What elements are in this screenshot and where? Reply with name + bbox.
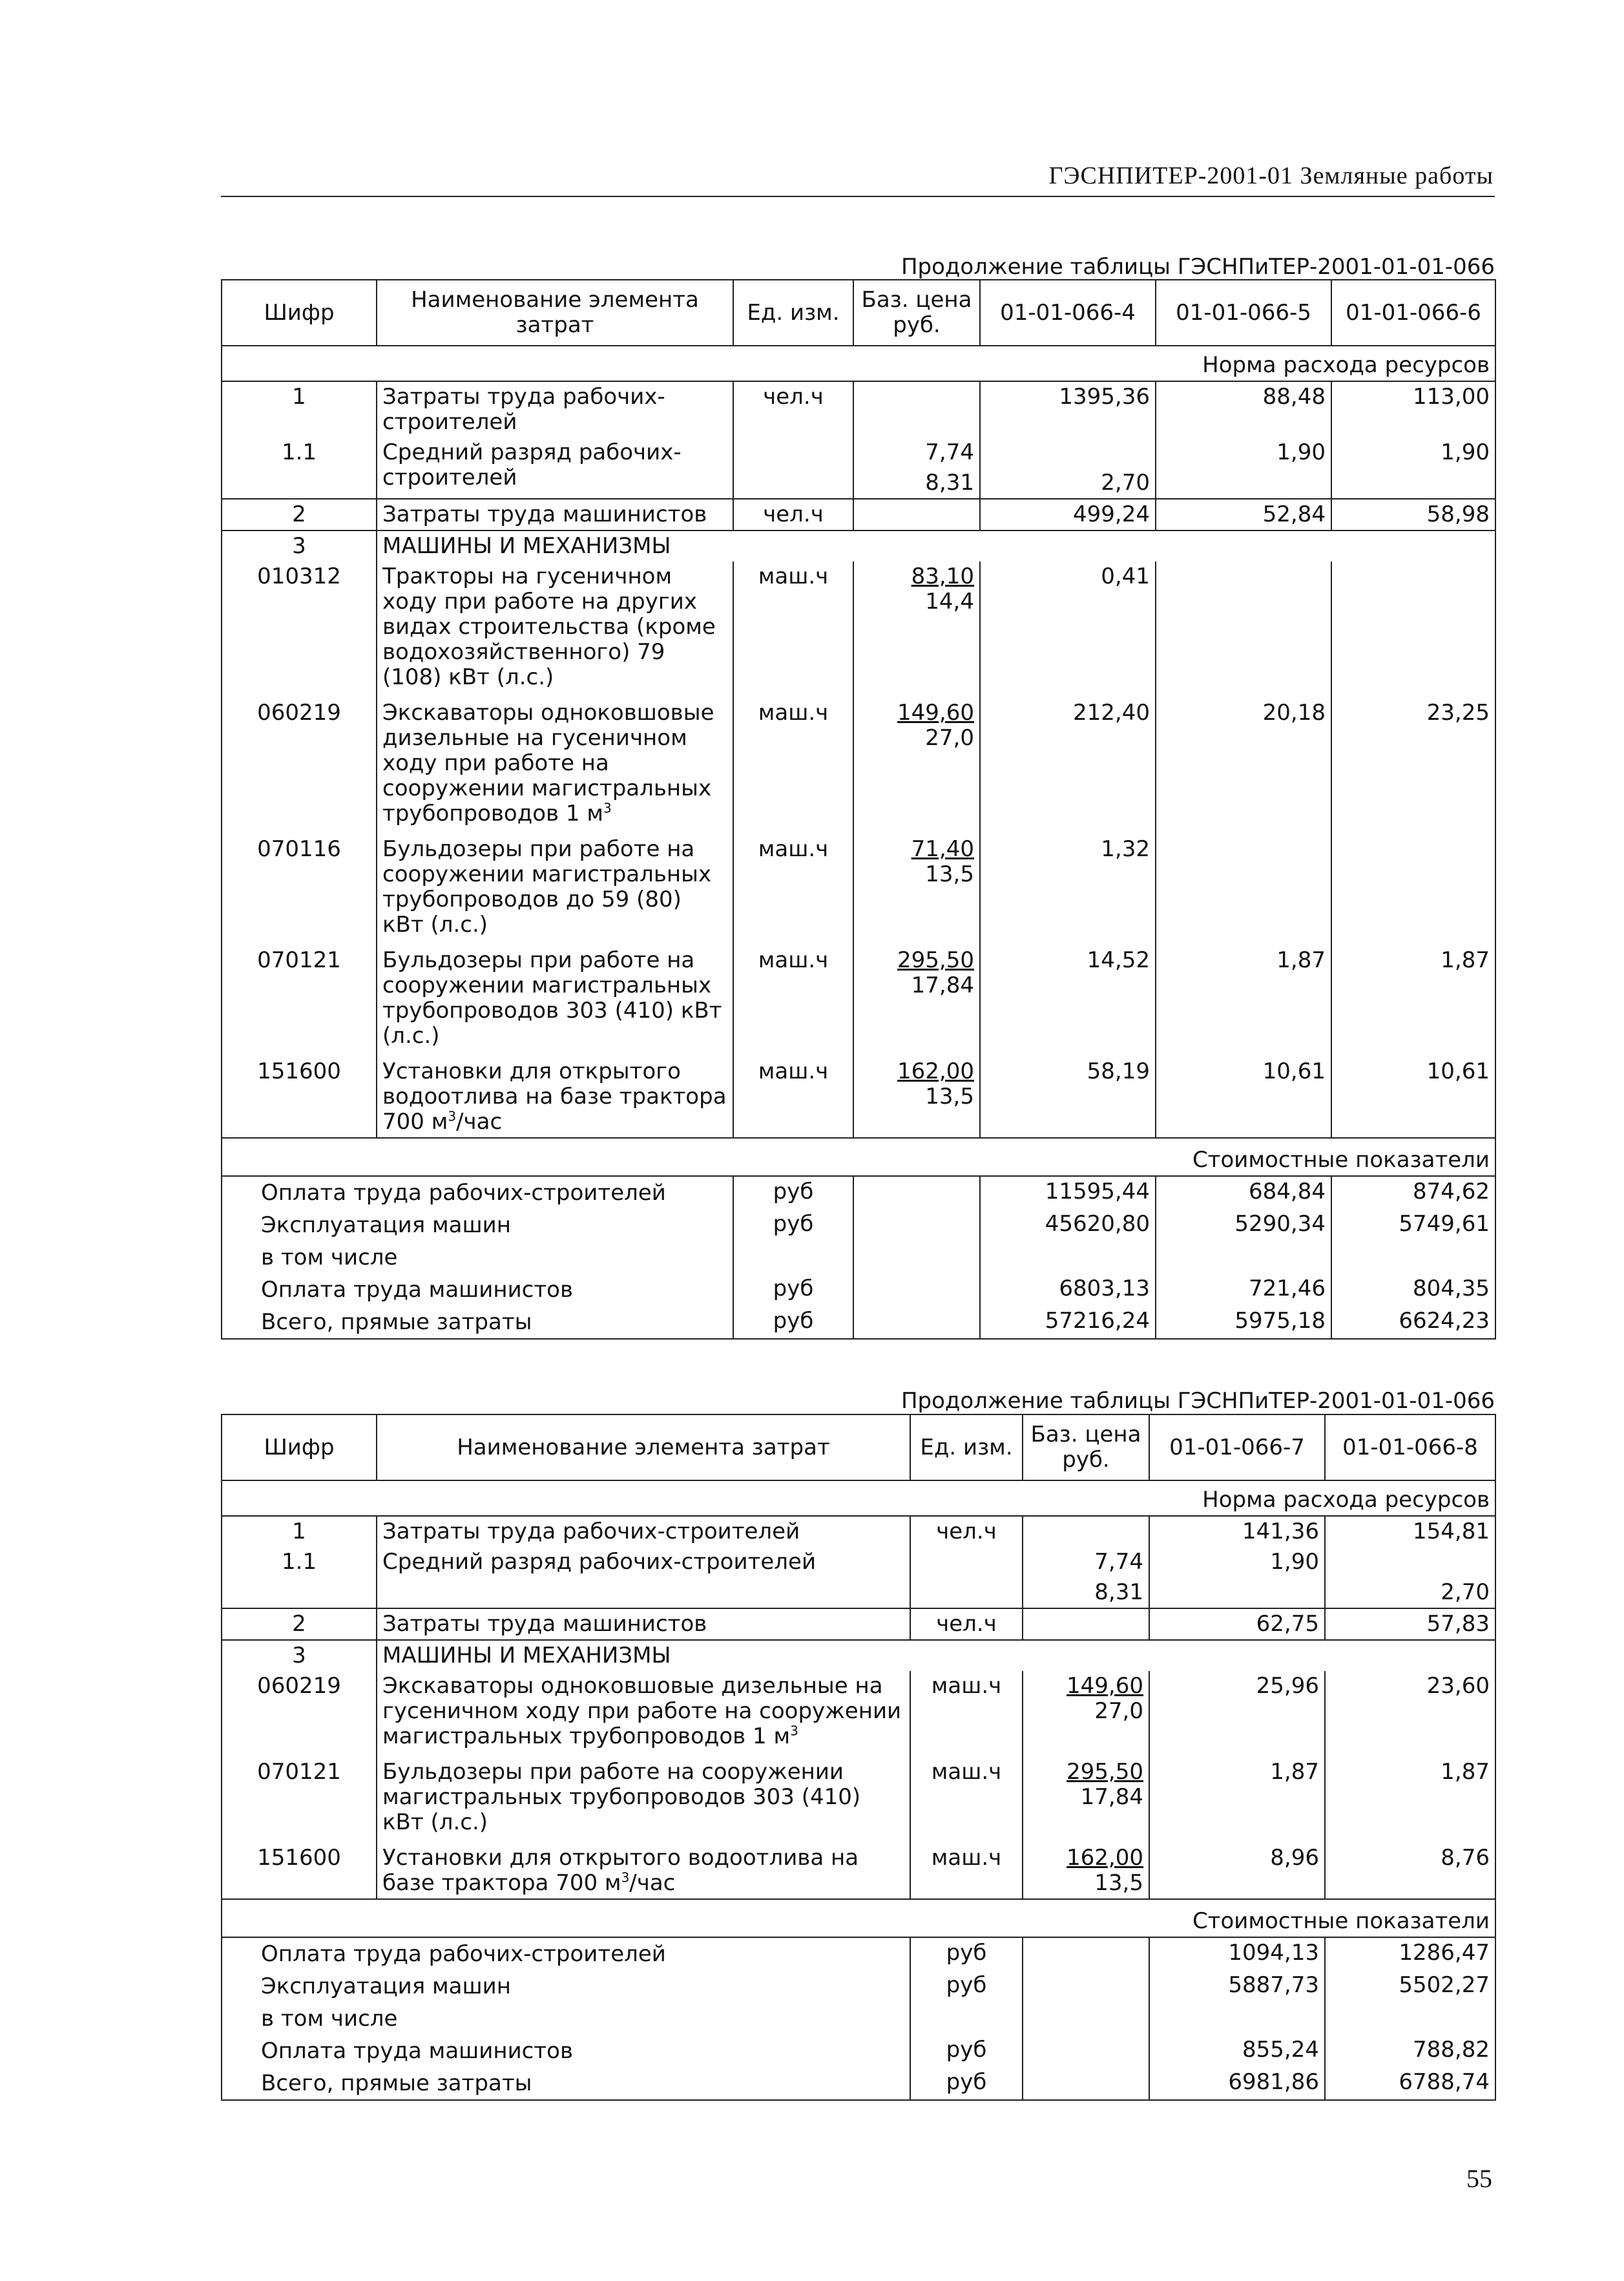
row-value-066-4: 1,32 xyxy=(980,834,1156,945)
row-value-066-6: 1,87 xyxy=(1331,945,1495,1056)
price-value: 149,60 xyxy=(897,700,974,726)
table-row xyxy=(222,1843,1495,1899)
cost-unit: руб xyxy=(910,1970,1023,2002)
table-row xyxy=(222,1056,1495,1138)
cost-row xyxy=(222,1306,1495,1339)
row-code: 2 xyxy=(222,499,377,531)
row-value-066-5: 88,48 xyxy=(1156,381,1331,437)
cost-unit: руб xyxy=(733,1176,853,1209)
cost-unit: руб xyxy=(910,2067,1023,2100)
row-price xyxy=(853,437,980,499)
cost-name: в том числе xyxy=(222,1241,733,1274)
running-header: ГЭСНПИТЕР-2001-01 Земляные работы xyxy=(1048,162,1494,189)
cost-value-066-5: 5975,18 xyxy=(1156,1306,1331,1339)
price-value: 17,84 xyxy=(911,972,974,998)
table1 xyxy=(221,279,1496,1340)
cost-row xyxy=(222,1209,1495,1241)
row-unit: чел.ч xyxy=(910,1608,1023,1640)
row-value-066-8: 154,81 xyxy=(1325,1516,1495,1547)
cost-row xyxy=(222,2002,1495,2035)
cost-price xyxy=(853,1306,980,1339)
row-value-066-6: 58,98 xyxy=(1331,499,1495,531)
table1-head-row xyxy=(222,280,1495,346)
row-price xyxy=(853,562,980,698)
price-value: 83,10 xyxy=(911,563,974,589)
row-code: 010312 xyxy=(222,562,377,698)
row-unit: маш.ч xyxy=(910,1843,1023,1899)
row-value-066-7: 1,90 xyxy=(1149,1547,1325,1608)
norm-title: Норма расхода ресурсов xyxy=(222,1480,1495,1516)
row-code: 151600 xyxy=(222,1056,377,1138)
row-name: Бульдозеры при работе на сооружении магистральных трубопроводов до 59 (80) кВт (л.с.) xyxy=(377,834,733,945)
row-code: 070116 xyxy=(222,834,377,945)
cost-row xyxy=(222,2035,1495,2067)
price-value: 162,00 xyxy=(1067,1845,1143,1871)
row-code: 1 xyxy=(222,1516,377,1547)
row-name xyxy=(377,1671,910,1757)
row-value-066-5: 1,90 xyxy=(1156,437,1331,499)
cost-name: Оплата труда рабочих-строителей xyxy=(222,1937,910,1970)
row-name xyxy=(377,1056,733,1138)
row-code: 060219 xyxy=(222,698,377,834)
cost-price xyxy=(1023,1970,1149,2002)
col-066-6-header: 01-01-066-6 xyxy=(1331,280,1495,346)
row-unit: чел.ч xyxy=(733,499,853,531)
price-value: 162,00 xyxy=(897,1058,974,1084)
row-value-066-4: 499,24 xyxy=(980,499,1156,531)
row-value-066-4: 2,70 xyxy=(980,437,1156,499)
col-code-header: Шифр xyxy=(222,280,377,346)
row-value-066-6: 113,00 xyxy=(1331,381,1495,437)
cost-row xyxy=(222,1274,1495,1306)
row-value-066-4: 0,41 xyxy=(980,562,1156,698)
table-row xyxy=(222,1547,1495,1608)
row-value-066-7: 1,87 xyxy=(1149,1757,1325,1843)
cost-title: Стоимостные показатели xyxy=(222,1899,1495,1937)
row-name xyxy=(377,698,733,834)
cost-price xyxy=(1023,2035,1149,2067)
table2-caption: Продолжение таблицы ГЭСНПиТЕР-2001-01-01-066 xyxy=(900,1388,1495,1414)
cost-value-066-5: 721,46 xyxy=(1156,1274,1331,1306)
cost-name: Оплата труда машинистов xyxy=(222,2035,910,2067)
price-value: 27,0 xyxy=(925,725,974,751)
cost-title-row xyxy=(222,1899,1495,1937)
row-value-066-4: 58,19 xyxy=(980,1056,1156,1138)
row-unit: чел.ч xyxy=(910,1516,1023,1547)
price-value: 13,5 xyxy=(925,861,974,887)
table-row xyxy=(222,945,1495,1056)
col-price-header: Баз. цена руб. xyxy=(1023,1414,1149,1480)
price-value: 17,84 xyxy=(1080,1784,1143,1810)
row-unit: чел.ч xyxy=(733,381,853,437)
row-price xyxy=(853,834,980,945)
cost-name: Эксплуатация машин xyxy=(222,1209,733,1241)
row-code: 2 xyxy=(222,1608,377,1640)
price-value: 7,74 xyxy=(1094,1549,1143,1575)
row-code: 060219 xyxy=(222,1671,377,1757)
superscript: 3 xyxy=(790,1723,798,1739)
cost-value-066-7: 1094,13 xyxy=(1149,1937,1325,1970)
cost-value-066-7: 6981,86 xyxy=(1149,2067,1325,2100)
col-066-5-header: 01-01-066-5 xyxy=(1156,280,1331,346)
row-price xyxy=(1023,1608,1149,1640)
row-value-066-5: 1,87 xyxy=(1156,945,1331,1056)
row-name xyxy=(377,1843,910,1899)
col-name-header: Наименование элемента затрат xyxy=(377,280,733,346)
section-title: МАШИНЫ И МЕХАНИЗМЫ xyxy=(377,1640,1495,1671)
row-price xyxy=(853,945,980,1056)
row-unit xyxy=(910,1547,1023,1608)
cost-name: Эксплуатация машин xyxy=(222,1970,910,2002)
row-price xyxy=(1023,1671,1149,1757)
table-row xyxy=(222,1671,1495,1757)
cost-title-row xyxy=(222,1138,1495,1176)
row-code: 070121 xyxy=(222,1757,377,1843)
row-code: 3 xyxy=(222,1640,377,1671)
row-value-066-8: 8,76 xyxy=(1325,1843,1495,1899)
cost-price xyxy=(853,1176,980,1209)
cost-value-066-4: 6803,13 xyxy=(980,1274,1156,1306)
cost-value-066-7: 5887,73 xyxy=(1149,1970,1325,2002)
cost-row xyxy=(222,1176,1495,1209)
cost-name: Оплата труда рабочих-строителей xyxy=(222,1176,733,1209)
row-price xyxy=(853,1056,980,1138)
row-name-text: /час xyxy=(456,1109,503,1135)
row-price xyxy=(853,381,980,437)
norm-title-row xyxy=(222,1480,1495,1516)
row-unit: маш.ч xyxy=(733,1056,853,1138)
row-price xyxy=(1023,1757,1149,1843)
cost-value-066-6: 874,62 xyxy=(1331,1176,1495,1209)
row-code: 1 xyxy=(222,381,377,437)
cost-price xyxy=(853,1209,980,1241)
row-value-066-5 xyxy=(1156,834,1331,945)
row-value-066-5 xyxy=(1156,562,1331,698)
price-value: 13,5 xyxy=(925,1084,974,1109)
col-066-8-header: 01-01-066-8 xyxy=(1325,1414,1495,1480)
norm-title: Норма расхода ресурсов xyxy=(222,346,1495,381)
row-value-066-5: 20,18 xyxy=(1156,698,1331,834)
row-price xyxy=(1023,1516,1149,1547)
col-code-header: Шифр xyxy=(222,1414,377,1480)
cost-value-066-5: 684,84 xyxy=(1156,1176,1331,1209)
table2-head-row xyxy=(222,1414,1495,1480)
row-unit: маш.ч xyxy=(733,834,853,945)
table-row xyxy=(222,381,1495,437)
page-number: 55 xyxy=(1466,2164,1492,2193)
row-name: Тракторы на гусеничном ходу при работе на других видах строительства (кроме водохозяйственного) 79 (108) кВт (л.с.) xyxy=(377,562,733,698)
col-unit-header: Ед. изм. xyxy=(910,1414,1023,1480)
price-value: 8,31 xyxy=(1094,1579,1143,1605)
cost-value-066-6: 5749,61 xyxy=(1331,1209,1495,1241)
cost-value-066-5: 5290,34 xyxy=(1156,1209,1331,1241)
table-row xyxy=(222,499,1495,531)
row-unit: маш.ч xyxy=(733,562,853,698)
header-rule xyxy=(221,196,1495,197)
row-price xyxy=(1023,1547,1149,1608)
row-price xyxy=(1023,1843,1149,1899)
superscript: 3 xyxy=(621,1869,630,1886)
row-unit: маш.ч xyxy=(733,945,853,1056)
row-name: Бульдозеры при работе на сооружении магистральных трубопроводов 303 (410) кВт (л.с.) xyxy=(377,945,733,1056)
row-value-066-5: 52,84 xyxy=(1156,499,1331,531)
row-code: 1.1 xyxy=(222,437,377,499)
table-row xyxy=(222,1757,1495,1843)
cost-unit: руб xyxy=(910,2035,1023,2067)
cost-value-066-8: 6788,74 xyxy=(1325,2067,1495,2100)
col-price-header: Баз. цена руб. xyxy=(853,280,980,346)
superscript: 3 xyxy=(448,1108,457,1124)
row-name: Средний разряд рабочих-строителей xyxy=(377,437,733,499)
row-value-066-4: 14,52 xyxy=(980,945,1156,1056)
row-value-066-4: 1395,36 xyxy=(980,381,1156,437)
cost-value-066-8: 788,82 xyxy=(1325,2035,1495,2067)
row-value-066-6: 1,90 xyxy=(1331,437,1495,499)
cost-row xyxy=(222,2067,1495,2100)
row-code: 151600 xyxy=(222,1843,377,1899)
price-value: 13,5 xyxy=(1094,1870,1143,1896)
table2 xyxy=(221,1414,1496,2101)
cost-title: Стоимостные показатели xyxy=(222,1138,1495,1176)
row-value-066-7: 8,96 xyxy=(1149,1843,1325,1899)
table-row xyxy=(222,698,1495,834)
row-value-066-8: 1,87 xyxy=(1325,1757,1495,1843)
row-value-066-4: 212,40 xyxy=(980,698,1156,834)
table-row xyxy=(222,531,1495,562)
price-value: 295,50 xyxy=(1067,1759,1143,1785)
row-name-text: Экскаваторы одноковшовые дизельные на гусеничном ходу при работе на сооружении магистральных трубопроводов 1 м xyxy=(382,1673,902,1749)
row-name: Затраты труда рабочих-строителей xyxy=(377,1516,910,1547)
row-unit: маш.ч xyxy=(910,1757,1023,1843)
row-value-066-8: 57,83 xyxy=(1325,1608,1495,1640)
table-row xyxy=(222,562,1495,698)
col-unit-header: Ед. изм. xyxy=(733,280,853,346)
cost-value-066-4: 45620,80 xyxy=(980,1209,1156,1241)
row-name-text: Экскаваторы одноковшовые дизельные на гусеничном ходу при работе на сооружении магистральных трубопроводов 1 м xyxy=(382,700,714,826)
cost-row xyxy=(222,1937,1495,1970)
cost-value-066-4: 11595,44 xyxy=(980,1176,1156,1209)
cost-value-066-8: 5502,27 xyxy=(1325,1970,1495,2002)
price-value: 295,50 xyxy=(897,947,974,973)
col-066-7-header: 01-01-066-7 xyxy=(1149,1414,1325,1480)
table-row xyxy=(222,1640,1495,1671)
cost-name: Всего, прямые затраты xyxy=(222,2067,910,2100)
cost-value-066-6: 6624,23 xyxy=(1331,1306,1495,1339)
row-value-066-7: 25,96 xyxy=(1149,1671,1325,1757)
row-name: Затраты труда машинистов xyxy=(377,499,733,531)
price-value: 149,60 xyxy=(1067,1673,1143,1699)
row-name: Средний разряд рабочих-строителей xyxy=(377,1547,910,1608)
cost-row xyxy=(222,1241,1495,1274)
row-value-066-5: 10,61 xyxy=(1156,1056,1331,1138)
row-value-066-6: 23,25 xyxy=(1331,698,1495,834)
col-066-4-header: 01-01-066-4 xyxy=(980,280,1156,346)
price-value: 8,31 xyxy=(925,470,974,496)
cost-price xyxy=(1023,2067,1149,2100)
row-name: Затраты труда рабочих-строителей xyxy=(377,381,733,437)
price-value: 27,0 xyxy=(1094,1698,1143,1724)
col-name-header: Наименование элемента затрат xyxy=(377,1414,910,1480)
row-unit: маш.ч xyxy=(910,1671,1023,1757)
row-price xyxy=(853,499,980,531)
table-row xyxy=(222,834,1495,945)
superscript: 3 xyxy=(603,800,612,816)
table-row xyxy=(222,1608,1495,1640)
row-name-text: Установки для открытого водоотлива на базе трактора 700 м xyxy=(382,1058,727,1135)
table-row xyxy=(222,1516,1495,1547)
cost-value-066-7: 855,24 xyxy=(1149,2035,1325,2067)
cost-price xyxy=(853,1274,980,1306)
price-value: 14,4 xyxy=(925,589,974,615)
cost-name: Всего, прямые затраты xyxy=(222,1306,733,1339)
cost-unit: руб xyxy=(733,1274,853,1306)
row-unit: маш.ч xyxy=(733,698,853,834)
cost-value-066-6: 804,35 xyxy=(1331,1274,1495,1306)
cost-unit: руб xyxy=(910,1937,1023,1970)
cost-value-066-8: 1286,47 xyxy=(1325,1937,1495,1970)
row-name: Бульдозеры при работе на сооружении магистральных трубопроводов 303 (410) кВт (л.с.) xyxy=(377,1757,910,1843)
row-value-066-6 xyxy=(1331,834,1495,945)
section-title: МАШИНЫ И МЕХАНИЗМЫ xyxy=(377,531,1495,562)
row-value-066-6: 10,61 xyxy=(1331,1056,1495,1138)
norm-title-row xyxy=(222,346,1495,381)
table1-caption: Продолжение таблицы ГЭСНПиТЕР-2001-01-01-066 xyxy=(900,254,1495,280)
row-name: Затраты труда машинистов xyxy=(377,1608,910,1640)
row-value-066-7: 141,36 xyxy=(1149,1516,1325,1547)
cost-value-066-4: 57216,24 xyxy=(980,1306,1156,1339)
row-unit xyxy=(733,437,853,499)
row-value-066-6 xyxy=(1331,562,1495,698)
cost-name: Оплата труда машинистов xyxy=(222,1274,733,1306)
cost-unit: руб xyxy=(733,1306,853,1339)
cost-price xyxy=(1023,1937,1149,1970)
cost-row xyxy=(222,1970,1495,2002)
cost-name: в том числе xyxy=(222,2002,910,2035)
row-value-066-8: 23,60 xyxy=(1325,1671,1495,1757)
row-code: 070121 xyxy=(222,945,377,1056)
row-price xyxy=(853,698,980,834)
cost-unit: руб xyxy=(733,1209,853,1241)
row-code: 3 xyxy=(222,531,377,562)
price-value: 7,74 xyxy=(925,439,974,465)
row-value-066-8: 2,70 xyxy=(1325,1547,1495,1608)
price-value: 71,40 xyxy=(911,836,974,862)
row-value-066-7: 62,75 xyxy=(1149,1608,1325,1640)
row-name-text: Установки для открытого водоотлива на базе трактора 700 м xyxy=(382,1845,859,1896)
row-code: 1.1 xyxy=(222,1547,377,1608)
table-row xyxy=(222,437,1495,499)
row-name-text: /час xyxy=(629,1870,676,1896)
